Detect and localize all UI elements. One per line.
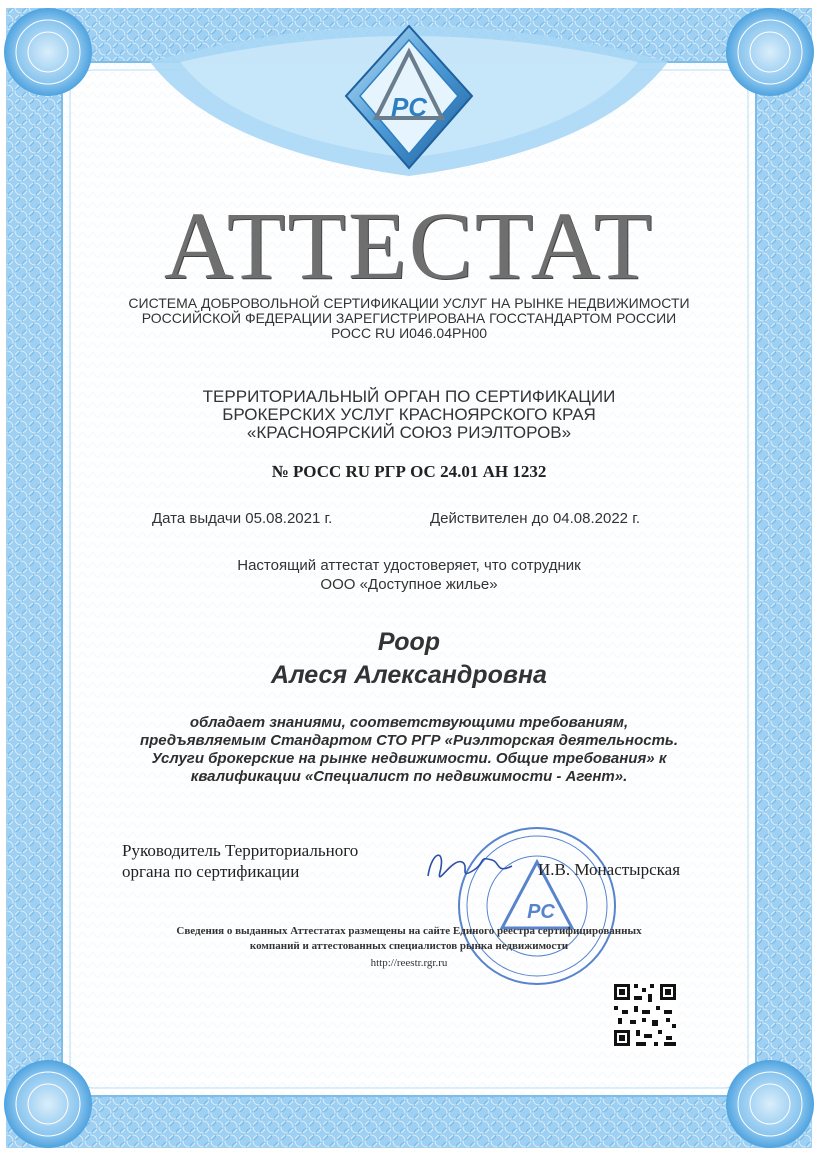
qualification-description: [0, 714, 818, 786]
holder-given-names: Алеся Александровна: [271, 661, 547, 689]
signatory-name: И.В. Монастырская: [538, 860, 681, 879]
registry-note: [0, 924, 818, 954]
corner-rosette-bl: [4, 1060, 92, 1148]
certifies-line-1: Настоящий аттестат удостоверяет, что сотрудник: [237, 557, 581, 574]
organ-line-2: БРОКЕРСКИХ УСЛУГ КРАСНОЯРСКОГО КРАЯ: [222, 405, 596, 424]
qr-code: [612, 982, 678, 1048]
signatory-role: [122, 840, 358, 882]
stamp-logo-letters: РС: [527, 901, 555, 923]
corner-rosette-br: [726, 1060, 814, 1148]
organ-line-3: «КРАСНОЯРСКИЙ СОЮЗ РИЭЛТОРОВ»: [246, 423, 572, 442]
corner-rosette-tl: [4, 8, 92, 96]
document-title: АТТЕСТАТ: [163, 192, 655, 299]
registry-note-line-1: Сведения о выданных Аттестатах размещены на сайте Единого реестра сертифицированных: [176, 925, 642, 937]
system-line-2: РОССИЙСКОЙ ФЕДЕРАЦИИ ЗАРЕГИСТРИРОВАНА ГОССТАНДАРТОМ РОССИИ: [141, 310, 677, 326]
issue-date: Дата выдачи 05.08.2021 г.: [152, 510, 333, 527]
description-line-1: обладает знаниями, соответствующими требованиям,: [189, 714, 629, 731]
system-registration-code: РОСС RU И046.04РН00: [330, 325, 488, 341]
certifies-statement: [0, 556, 818, 594]
registry-note-line-2: компаний и аттестованных специалистов рынка недвижимости: [249, 940, 569, 952]
description-line-2: предъявляемым Стандартом СТО РГР «Риэлторская деятельность.: [139, 732, 679, 749]
logo-letters: РС: [390, 92, 428, 122]
description-line-4: квалификации «Специалист по недвижимости - Агент».: [190, 768, 628, 785]
valid-until: Действителен до 04.08.2022 г.: [430, 510, 640, 527]
certification-organ: [0, 388, 818, 442]
holder-name: [0, 626, 818, 692]
registry-url[interactable]: http://reestr.rgr.ru: [370, 957, 448, 969]
signatory-role-line-2: органа по сертификации: [122, 862, 300, 881]
organ-line-1: ТЕРРИТОРИАЛЬНЫЙ ОРГАН ПО СЕРТИФИКАЦИИ: [202, 387, 616, 406]
system-line-1: СИСТЕМА ДОБРОВОЛЬНОЙ СЕРТИФИКАЦИИ УСЛУГ НА РЫНКЕ НЕДВИЖИМОСТИ: [128, 295, 690, 311]
description-line-3: Услуги брокерские на рынке недвижимости. Общие требования» к: [151, 750, 667, 767]
corner-rosette-tr: [726, 8, 814, 96]
certificate-number: № РОСС RU РГР ОС 24.01 АН 1232: [271, 462, 547, 481]
employer-name: ООО «Доступное жилье»: [320, 576, 498, 593]
certification-system: [0, 296, 818, 341]
holder-surname: Роор: [377, 628, 441, 656]
signatory-role-line-1: Руководитель Территориального: [122, 841, 359, 860]
